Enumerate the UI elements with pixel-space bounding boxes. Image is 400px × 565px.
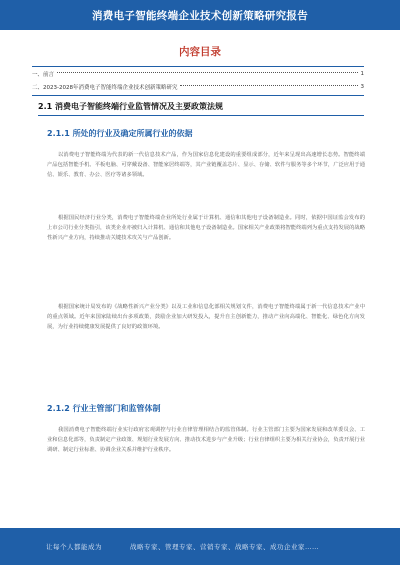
report-footer xyxy=(0,528,400,565)
footer-tagline: 战略专家、管理专家、营销专家、战略专家、成功企业家…… xyxy=(130,543,319,551)
toc-title-band xyxy=(0,36,400,66)
toc-entry-page: 3 xyxy=(360,83,364,90)
toc-leader-dots xyxy=(57,72,357,73)
toc-leader-dots xyxy=(180,85,357,86)
toc-entry[interactable] xyxy=(32,67,364,80)
report-header xyxy=(0,0,400,30)
toc-entry-label: 一、前言 xyxy=(32,71,55,78)
body-paragraph: 根据国家统计局发布的《战略性新兴产业分类》以及工业和信息化部相关规划文件，消费电子智能终端属于新一代信息技术产业中的重点领域。近年来国家陆续出台多项政策，鼓励企业加大研发投入，提升自主创新能力，推动产业向高端化、智能化、绿色化方向发展，为行业持续健康发展提供了良好的政策环境。 xyxy=(47,304,365,330)
toc-entry-label: 二、2023-2028年消费电子智能终端企业技术创新策略研究 xyxy=(32,84,178,91)
toc-title: 内容目录 xyxy=(179,45,221,58)
body-paragraph: 我国消费电子智能终端行业实行政府宏观调控与行业自律管理相结合的监管体制。行业主管部门主要为国家发展和改革委员会、工业和信息化部等，负责制定产业政策、规划行业发展方向、推动技术进步与产业升级；行业自律组织主要为相关行业协会，负责开展行业调研、制定行业标准、协调企业关系并维护行业秩序。 xyxy=(47,427,365,453)
toc-entry-page: 1 xyxy=(360,70,364,77)
body-paragraph: 根据国民经济行业分类，消费电子智能终端企业所处行业属于计算机、通信和其他电子设备制造业。同时，依据中国证监会发布的上市公司行业分类指引，该类企业亦被归入计算机、通信和其他电子设备制造业。国家相关产业政策将智能终端列为重点支持发展的战略性新兴产业方向，持续推动关键技术攻关与产品创新。 xyxy=(47,215,365,241)
subsection-heading: 2.1.1 所处的行业及确定所属行业的依据 xyxy=(47,129,193,138)
toc-entry[interactable] xyxy=(32,80,364,93)
footer-slogan: 让每个人都能成为 xyxy=(46,543,102,551)
table-of-contents xyxy=(32,66,364,96)
section-heading: 2.1 消费电子智能终端行业监管情况及主要政策法规 xyxy=(38,101,364,116)
report-title: 消费电子智能终端企业技术创新策略研究报告 xyxy=(92,9,308,22)
subsection-heading: 2.1.2 行业主管部门和监管体制 xyxy=(47,404,161,413)
body-paragraph: 以消费电子智能终端为代表的新一代信息技术产品，作为国家信息化建设的重要组成部分，近年来呈现出高速增长态势。智能终端产品包括智能手机、平板电脑、可穿戴设备、智能家居终端等，其产业链覆盖芯片、显示、存储、软件与服务等多个环节，广泛应用于通信、娱乐、教育、办公、医疗等诸多领域。 xyxy=(47,152,365,178)
